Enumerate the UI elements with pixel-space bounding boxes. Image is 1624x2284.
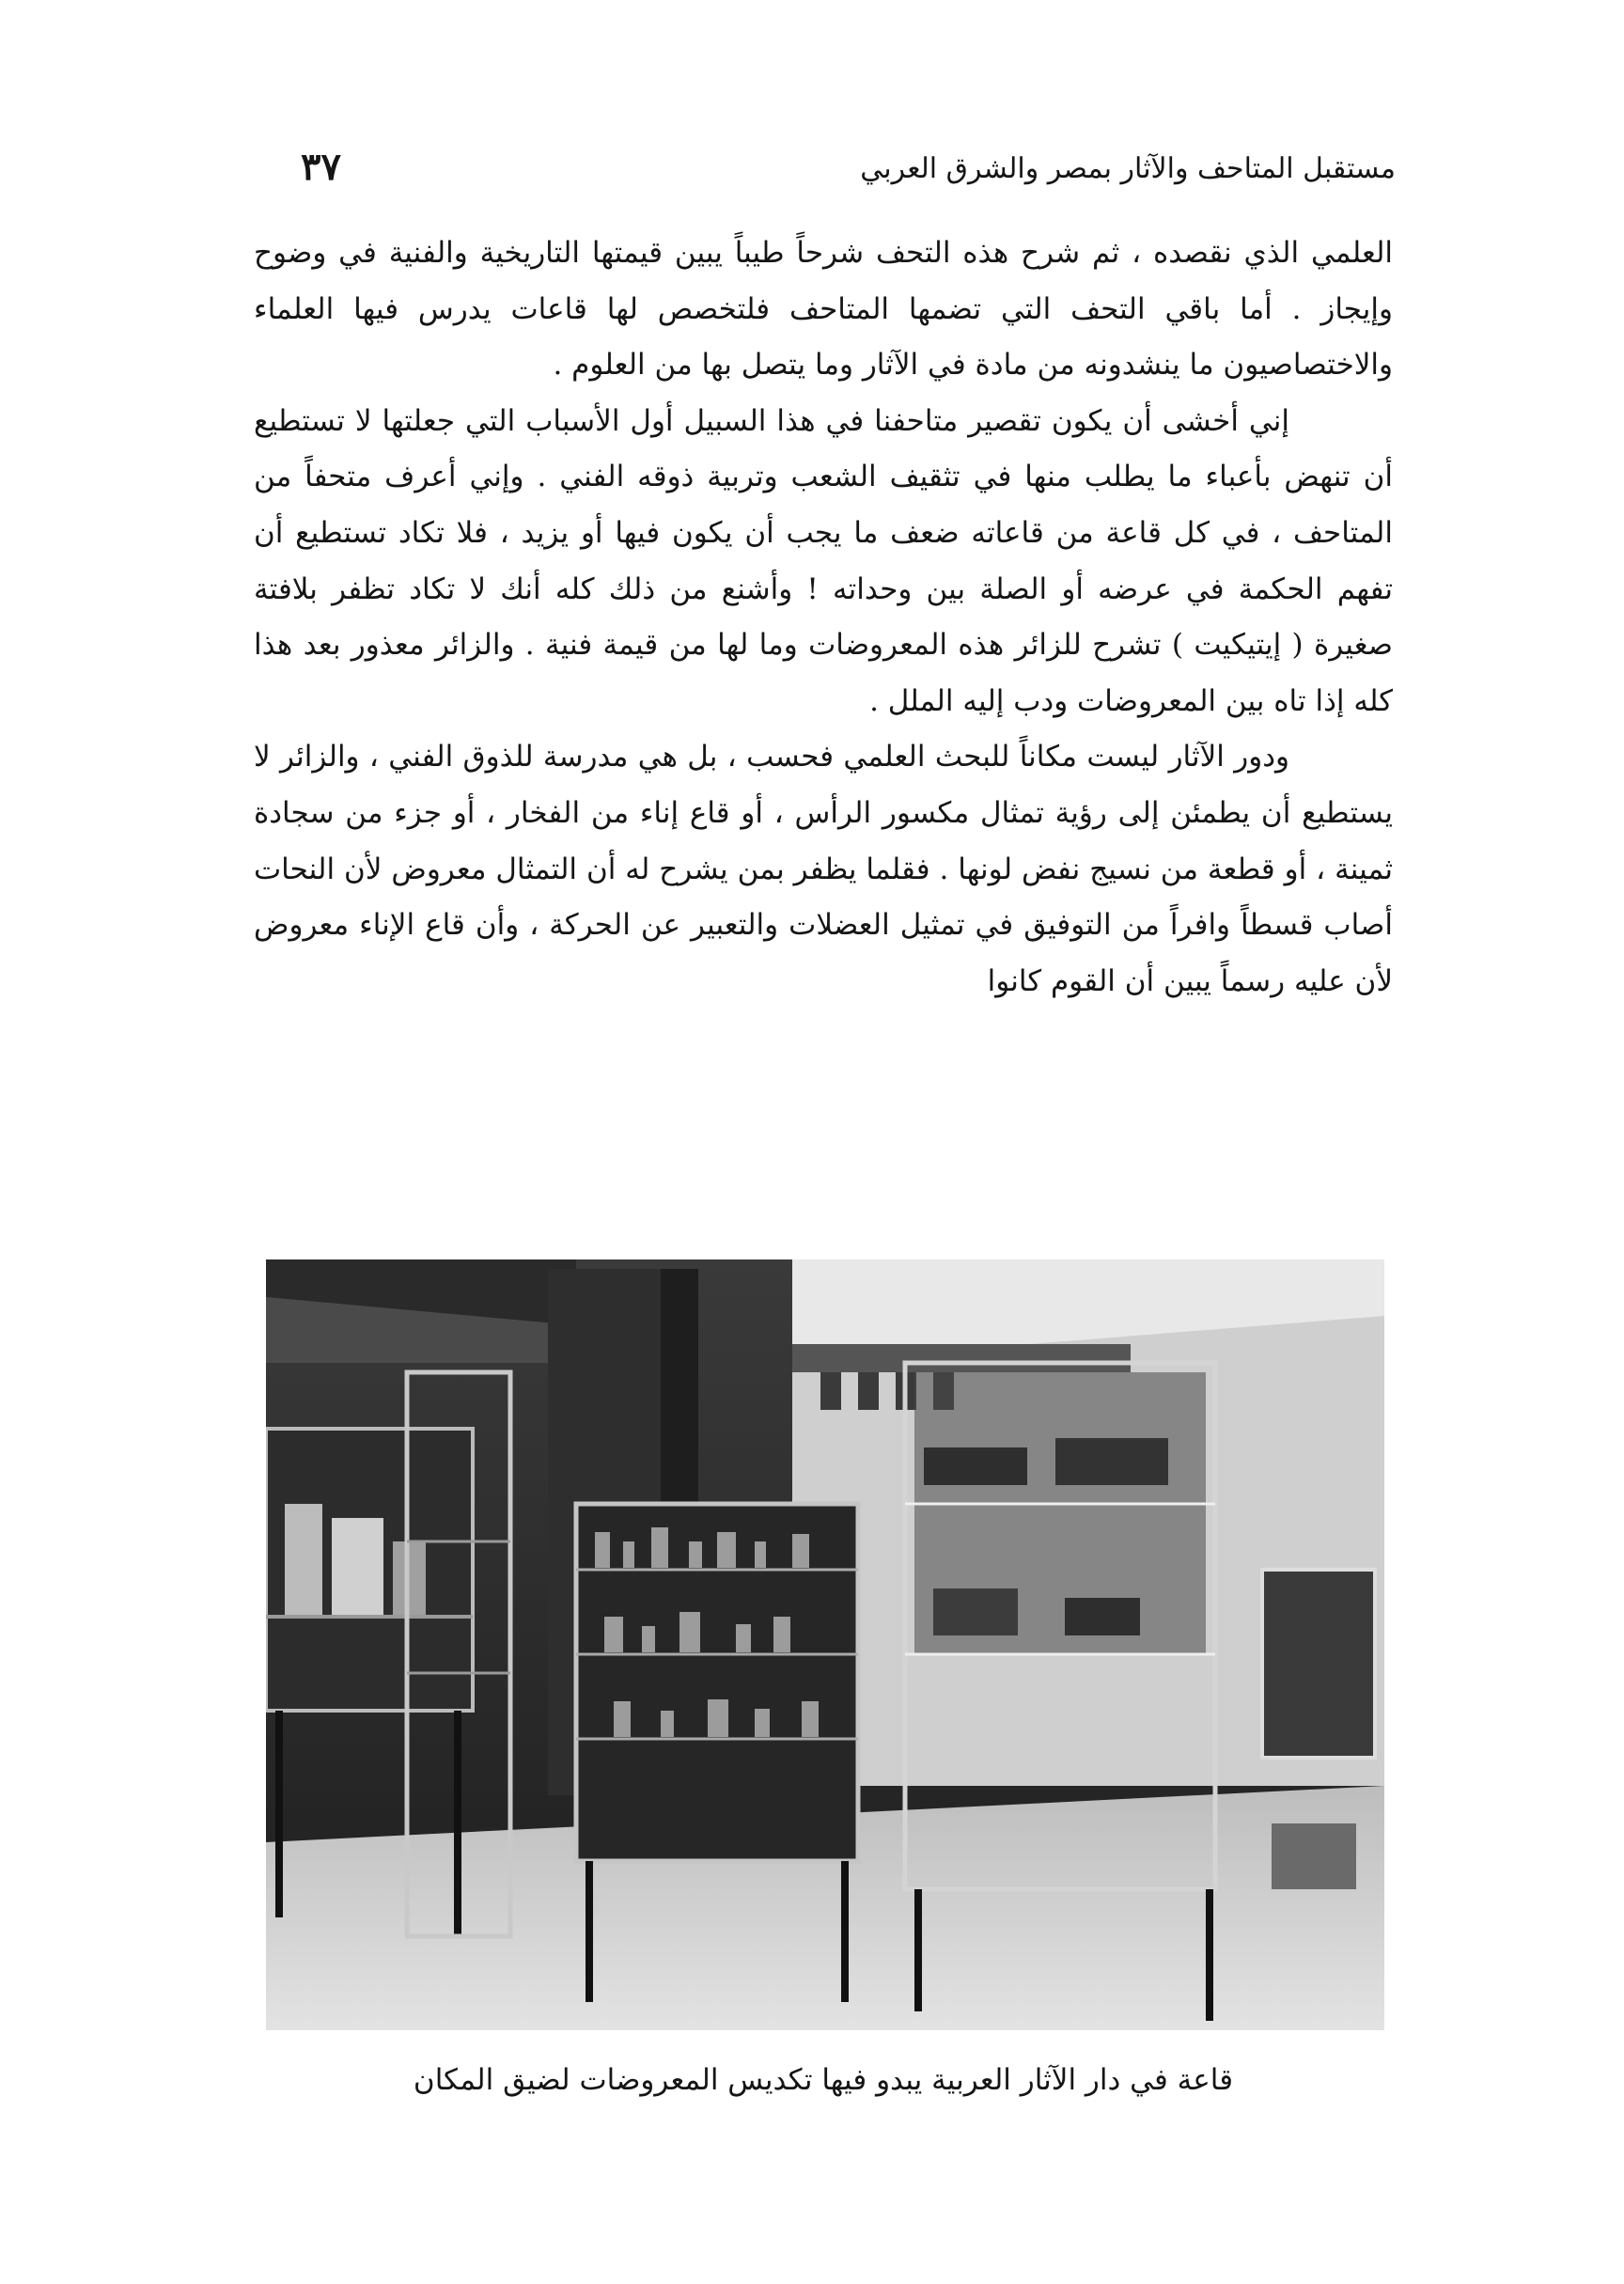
figure-caption: قاعة في دار الآثار العربية يبدو فيها تكديس المعروضات لضيق المكان	[413, 2063, 1234, 2097]
paragraph: العلمي الذي نقصده ، ثم شرح هذه التحف شرحاً طيباً يبين قيمتها التاريخية والفنية في وضوح وإيجاز . أما باقي التحف التي تضمها المتاحف فلتخصص لها قاعات يدرس فيها العلماء والاختصاصيون ما ينشدونه من مادة في الآثار وما يتصل بها من العلوم .	[254, 236, 1393, 383]
page-header	[301, 145, 1396, 207]
body-text	[254, 226, 1393, 1009]
paragraph: إني أخشى أن يكون تقصير متاحفنا في هذا السبيل أول الأسباب التي جعلتها لا تستطيع أن تنهض بأعباء ما يطلب منها في تثقيف الشعب وتربية ذوقه الفني . وإني أعرف متحفاً من المتاحف ، في كل قاعة من قاعاته ضعف ما يجب أن يكون فيها أو يزيد ، فلا تكاد تستطيع أن تفهم الحكمة في عرضه أو الصلة بين وحداته ! وأشنع من ذلك كله أنك لا تكاد تظفر بلافتة صغيرة ( إيتيكيت ) تشرح للزائر هذه المعروضات وما لها من قيمة فنية . والزائر معذور بعد هذا كله إذا تاه بين المعروضات ودب إليه الملل .	[254, 403, 1393, 718]
running-title: مستقبل المتاحف والآثار بمصر والشرق العربي	[860, 152, 1396, 185]
page-number: ٣٧	[301, 145, 341, 189]
museum-hall-illustration	[266, 1259, 1384, 2030]
paragraph: ودور الآثار ليست مكاناً للبحث العلمي فحسب ، بل هي مدرسة للذوق الفني ، والزائر لا يستطيع أن يطمئن إلى رؤية تمثال مكسور الرأس ، أو قاع إناء من الفخار ، أو جزء من سجادة ثمينة ، أو قطعة من نسيج نفض لونها . فقلما يظفر بمن يشرح له أن التمثال معروض لأن النحات أصاب قسطاً وافراً من التوفيق في تمثيل العضلات والتعبير عن الحركة ، وأن قاع الإناء معروض لأن عليه رسماً يبين أن القوم كانوا	[254, 740, 1393, 998]
museum-hall-photo	[266, 1259, 1384, 2030]
